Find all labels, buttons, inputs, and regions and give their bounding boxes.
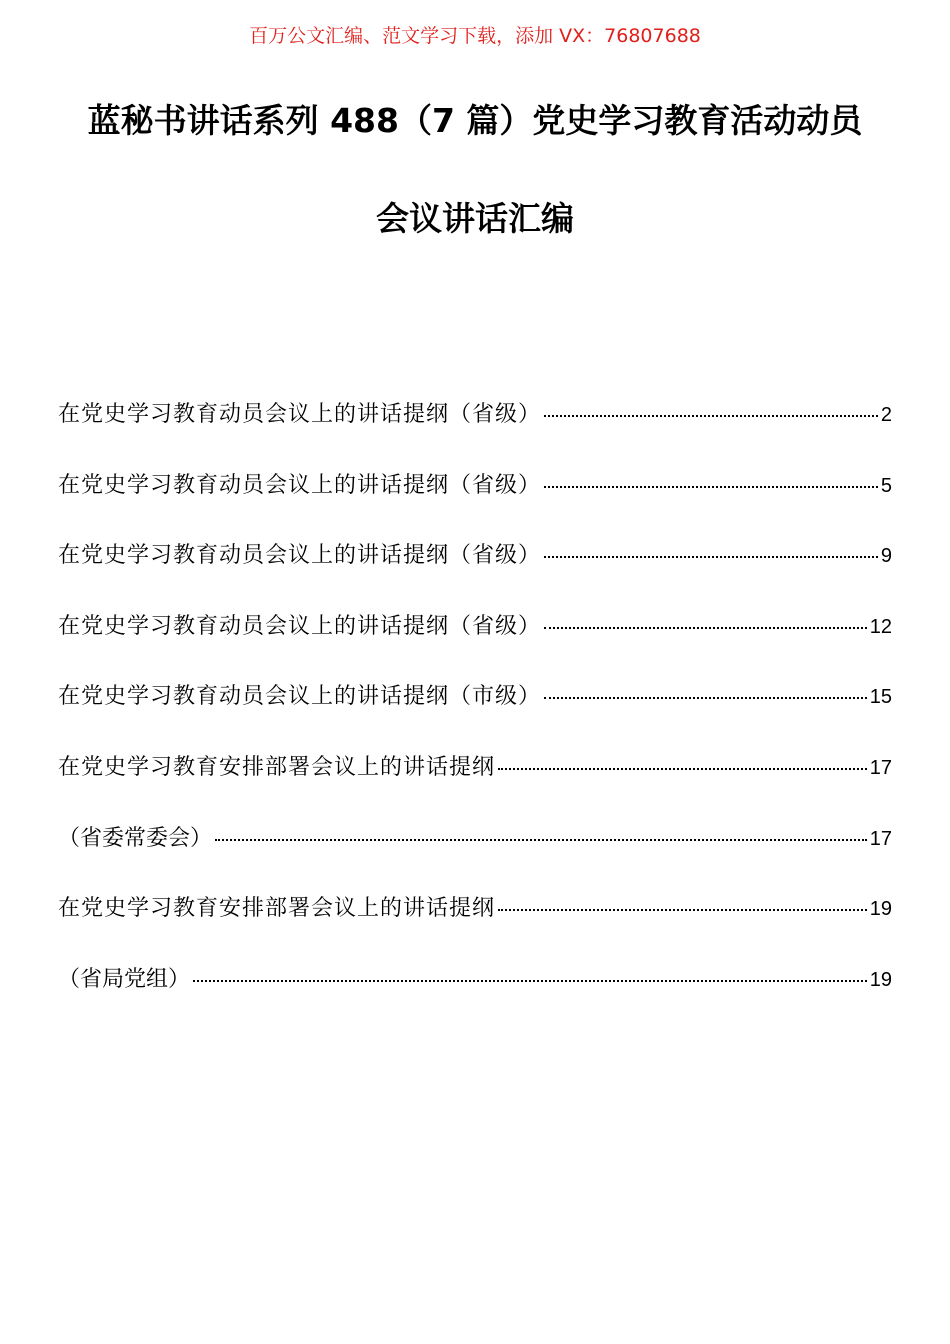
toc-entry-label: 在党史学习教育动员会议上的讲话提纲（省级） <box>58 613 542 639</box>
toc-entry-page: 19 <box>869 898 892 921</box>
document-title-line-1: 蓝秘书讲话系列 488（7 篇）党史学习教育活动动员 <box>87 101 863 140</box>
table-of-contents <box>58 392 892 1027</box>
toc-entry-page: 5 <box>880 474 892 497</box>
toc-entry[interactable] <box>58 886 892 957</box>
toc-entry-page: 17 <box>869 827 892 850</box>
toc-entry[interactable] <box>58 533 892 604</box>
toc-entry-page: 19 <box>869 968 892 991</box>
toc-entry-label: 在党史学习教育安排部署会议上的讲话提纲 <box>58 896 496 922</box>
toc-entry-label: 在党史学习教育动员会议上的讲话提纲（省级） <box>58 543 542 569</box>
toc-entry-page: 17 <box>869 756 892 779</box>
toc-entry[interactable] <box>58 463 892 534</box>
toc-entry-label: 在党史学习教育动员会议上的讲话提纲（省级） <box>58 402 542 427</box>
toc-dot-leader <box>215 839 867 841</box>
toc-dot-leader <box>193 980 867 982</box>
toc-dot-leader <box>544 627 867 629</box>
toc-entry-label: （省委常委会） <box>58 825 213 851</box>
toc-entry[interactable] <box>58 816 892 887</box>
toc-dot-leader <box>498 768 867 770</box>
toc-entry-page: 15 <box>869 686 892 709</box>
toc-entry-label: 在党史学习教育动员会议上的讲话提纲（省级） <box>58 472 542 498</box>
toc-entry[interactable] <box>58 674 892 745</box>
toc-entry-page: 9 <box>880 545 892 568</box>
toc-entry[interactable] <box>58 392 892 463</box>
toc-entry-page: 2 <box>880 404 892 426</box>
toc-dot-leader <box>544 415 878 417</box>
toc-entry-label: 在党史学习教育动员会议上的讲话提纲（市级） <box>58 684 542 710</box>
toc-dot-leader <box>498 909 867 911</box>
toc-entry-label: （省局党组） <box>58 966 191 992</box>
header-note: 百万公文汇编、范文学习下载，添加 VX：76807688 <box>249 25 701 47</box>
toc-entry-page: 12 <box>869 615 892 638</box>
toc-dot-leader <box>544 697 867 699</box>
toc-dot-leader <box>544 486 878 488</box>
toc-entry[interactable] <box>58 745 892 816</box>
toc-entry[interactable] <box>58 957 892 1028</box>
toc-entry-label: 在党史学习教育安排部署会议上的讲话提纲 <box>58 754 496 780</box>
document-title-line-2: 会议讲话汇编 <box>376 199 574 238</box>
toc-dot-leader <box>544 556 878 558</box>
toc-entry[interactable] <box>58 604 892 675</box>
